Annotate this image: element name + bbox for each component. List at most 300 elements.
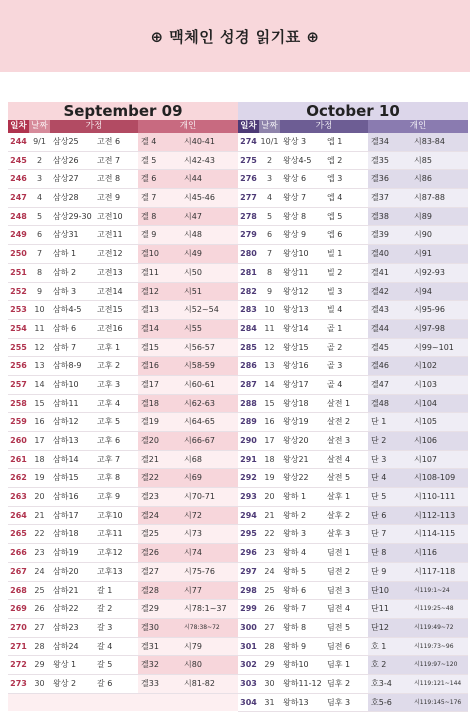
family-reading-2: 고전 6 (97, 137, 121, 146)
family-reading-1: 삼하11 (53, 398, 79, 408)
reading-table-october (238, 133, 468, 712)
personal-reading-2: 시62-63 (181, 395, 238, 413)
day-number: 266 (10, 548, 27, 558)
personal-reading-2: 시80 (181, 656, 238, 674)
date: 10 (264, 305, 275, 315)
personal-reading-1: 겔18 (138, 395, 181, 413)
personal-reading-1: 겔35 (368, 152, 411, 170)
table-row (8, 525, 238, 544)
personal-reading-2: 시108-109 (411, 469, 468, 487)
table-row (8, 376, 238, 395)
family-reading-1: 삼하 6 (53, 323, 77, 333)
day-number: 264 (10, 510, 27, 520)
reading-table-september (8, 133, 238, 711)
family-reading-1: 왕상11 (283, 267, 309, 277)
day-number: 274 (240, 137, 257, 146)
family-reading-1: 왕상13 (283, 305, 309, 315)
table-row (8, 189, 238, 208)
personal-reading-1: 겔48 (368, 395, 411, 413)
family-reading-2: 갈 4 (97, 641, 113, 651)
table-row (238, 339, 468, 358)
date: 14 (34, 379, 45, 389)
date: 25 (34, 585, 45, 595)
family-reading-2: 딤전 3 (327, 585, 351, 595)
personal-reading-2: 시112-113 (411, 507, 468, 525)
table-row (8, 133, 238, 152)
day-number: 246 (10, 174, 27, 184)
personal-reading-1: 겔44 (368, 320, 411, 338)
family-reading-1: 삼하19 (53, 548, 79, 558)
personal-reading-1: 겔17 (138, 376, 181, 394)
family-reading-1: 삼하24 (53, 641, 79, 651)
personal-reading-2: 시72 (181, 507, 238, 525)
day-number: 304 (240, 697, 257, 707)
personal-reading-1: 단 2 (368, 432, 411, 450)
personal-reading-2: 시78:38~72 (181, 619, 238, 637)
personal-reading-1: 겔31 (138, 638, 181, 656)
personal-reading-1: 겔39 (368, 226, 411, 244)
date: 11 (34, 323, 45, 333)
table-row (238, 208, 468, 227)
date: 3 (266, 174, 273, 184)
personal-reading-2: 시74 (181, 544, 238, 562)
personal-reading-1: 겔43 (368, 301, 411, 319)
family-reading-2: 살후 1 (327, 492, 351, 502)
family-reading-2: 고전16 (97, 323, 123, 333)
personal-reading-1: 겔36 (368, 170, 411, 188)
personal-reading-1: 겔 6 (138, 170, 181, 188)
day-number: 297 (240, 566, 257, 576)
table-row (238, 694, 468, 712)
personal-reading-1: 겔22 (138, 469, 181, 487)
table-row (238, 283, 468, 302)
personal-reading-2: 시58-59 (181, 357, 238, 375)
family-reading-2: 딤전 2 (327, 566, 351, 576)
day-number: 260 (10, 436, 27, 445)
day-number: 257 (10, 379, 27, 389)
date: 17 (264, 436, 275, 445)
family-reading-1: 왕상 1 (53, 660, 77, 670)
family-reading-2: 고전11 (97, 230, 123, 240)
family-reading-2: 고후 6 (97, 436, 121, 445)
personal-reading-1: 겔 9 (138, 226, 181, 244)
personal-reading-2: 시77 (181, 582, 238, 600)
family-reading-1: 왕하 4 (283, 548, 307, 558)
personal-reading-2: 시40-41 (181, 133, 238, 151)
date: 9/1 (33, 137, 46, 146)
personal-reading-1: 단 1 (368, 413, 411, 431)
personal-reading-1: 겔 7 (138, 189, 181, 207)
personal-reading-2: 시75-76 (181, 563, 238, 581)
date: 8 (266, 267, 273, 277)
personal-reading-1: 단11 (368, 600, 411, 618)
family-reading-2: 고전 9 (97, 193, 121, 203)
day-number: 255 (10, 342, 27, 352)
month-title-september: September 09 (8, 102, 238, 120)
personal-reading-2: 시60-61 (181, 376, 238, 394)
day-number: 251 (10, 267, 27, 277)
family-reading-1: 왕상22 (283, 473, 309, 483)
personal-reading-2: 시81-82 (181, 675, 238, 693)
personal-reading-1: 단 4 (368, 469, 411, 487)
family-reading-1: 삼하22 (53, 604, 79, 614)
table-row (8, 320, 238, 339)
day-number: 254 (10, 323, 27, 333)
table-row (238, 619, 468, 638)
date: 22 (34, 529, 45, 539)
personal-reading-1: 겔11 (138, 264, 181, 282)
header-day-number: 일차 (238, 120, 259, 133)
family-reading-2: 고전15 (97, 305, 123, 315)
family-reading-1: 삼하15 (53, 473, 79, 483)
family-reading-1: 삼하23 (53, 622, 79, 632)
family-reading-1: 왕상14 (283, 323, 309, 333)
personal-reading-1: 겔16 (138, 357, 181, 375)
table-row (8, 582, 238, 601)
table-row (238, 245, 468, 264)
page-title: ⊕ 맥체인 성경 읽기표 ⊕ (150, 27, 320, 46)
day-number: 303 (240, 678, 257, 688)
personal-reading-1: 겔30 (138, 619, 181, 637)
family-reading-1: 삼하8-9 (53, 361, 82, 371)
personal-reading-2: 시119:145~176 (411, 694, 468, 712)
family-reading-1: 왕상21 (283, 454, 309, 464)
family-reading-2: 엡 6 (327, 230, 343, 240)
personal-reading-2: 시114-115 (411, 525, 468, 543)
personal-reading-2: 시86 (411, 170, 468, 188)
family-reading-2: 엡 3 (327, 174, 343, 184)
date: 24 (264, 566, 275, 576)
family-reading-1: 왕상20 (283, 436, 309, 445)
family-reading-2: 딤전 6 (327, 641, 351, 651)
personal-reading-1: 호 2 (368, 656, 411, 674)
family-reading-1: 왕하 7 (283, 604, 307, 614)
family-reading-1: 왕상 7 (283, 193, 307, 203)
personal-reading-2: 시119:25~48 (411, 600, 468, 618)
table-row (238, 432, 468, 451)
day-number: 291 (240, 454, 257, 464)
personal-reading-1: 단 6 (368, 507, 411, 525)
day-number: 258 (10, 398, 27, 408)
day-number: 268 (10, 585, 27, 595)
table-row (238, 152, 468, 171)
date: 4 (266, 193, 273, 203)
day-number: 272 (10, 660, 27, 670)
day-number: 273 (10, 678, 27, 688)
day-number: 283 (240, 305, 257, 315)
table-row (238, 451, 468, 470)
date: 16 (264, 417, 275, 427)
personal-reading-2: 시70-71 (181, 488, 238, 506)
date: 14 (264, 379, 275, 389)
personal-reading-2: 시64-65 (181, 413, 238, 431)
personal-reading-1: 겔38 (368, 208, 411, 226)
personal-reading-1: 겔25 (138, 525, 181, 543)
day-number: 248 (10, 211, 27, 221)
family-reading-2: 골 1 (327, 323, 343, 333)
personal-reading-1: 겔 5 (138, 152, 181, 170)
family-reading-1: 삼하17 (53, 510, 79, 520)
date: 21 (34, 510, 45, 520)
personal-reading-2: 시95-96 (411, 301, 468, 319)
day-number: 247 (10, 193, 27, 203)
personal-reading-2: 시45-46 (181, 189, 238, 207)
family-reading-1: 왕상 8 (283, 211, 307, 221)
family-reading-2: 갈 1 (97, 585, 113, 595)
september-panel (8, 102, 238, 711)
personal-reading-1: 겔28 (138, 582, 181, 600)
family-reading-1: 왕상4-5 (283, 155, 312, 165)
table-row (8, 264, 238, 283)
family-reading-2: 빌 1 (327, 249, 343, 259)
personal-reading-2: 시85 (411, 152, 468, 170)
personal-reading-2: 시50 (181, 264, 238, 282)
table-row (8, 544, 238, 563)
day-number: 288 (240, 398, 257, 408)
date: 30 (264, 678, 275, 688)
table-row (8, 451, 238, 470)
personal-reading-2: 시94 (411, 283, 468, 301)
family-reading-2: 딤후 2 (327, 678, 351, 688)
table-row (8, 339, 238, 358)
table-row (8, 432, 238, 451)
table-row (8, 283, 238, 302)
personal-reading-1: 단 3 (368, 451, 411, 469)
personal-reading-2: 시87-88 (411, 189, 468, 207)
date: 23 (34, 548, 45, 558)
table-row (8, 301, 238, 320)
header-family: 가정 (50, 120, 138, 133)
date: 26 (264, 604, 275, 614)
day-number: 289 (240, 417, 257, 427)
personal-reading-1: 겔33 (138, 675, 181, 693)
day-number: 271 (10, 641, 27, 651)
family-reading-2: 살전 2 (327, 417, 351, 427)
personal-reading-1: 겔19 (138, 413, 181, 431)
personal-reading-2: 시105 (411, 413, 468, 431)
date: 31 (264, 697, 275, 707)
day-number: 287 (240, 379, 257, 389)
family-reading-2: 고후 1 (97, 342, 121, 352)
day-number: 244 (10, 137, 27, 146)
family-reading-1: 삼상29-30 (53, 211, 92, 221)
month-title-october: October 10 (238, 102, 468, 120)
personal-reading-1: 겔47 (368, 376, 411, 394)
family-reading-1: 삼하 7 (53, 342, 77, 352)
date: 18 (34, 454, 45, 464)
family-reading-2: 빌 4 (327, 305, 343, 315)
date: 7 (266, 249, 273, 259)
personal-reading-1: 겔15 (138, 339, 181, 357)
personal-reading-2: 시92-93 (411, 264, 468, 282)
table-row (8, 152, 238, 171)
date: 10 (34, 305, 45, 315)
family-reading-1: 왕하10 (283, 660, 309, 670)
table-row (8, 638, 238, 657)
family-reading-1: 삼하18 (53, 529, 79, 539)
table-row (238, 413, 468, 432)
personal-reading-1: 겔23 (138, 488, 181, 506)
personal-reading-2: 시89 (411, 208, 468, 226)
table-row (238, 488, 468, 507)
family-reading-1: 왕상19 (283, 417, 309, 427)
table-row (238, 469, 468, 488)
table-row (8, 208, 238, 227)
family-reading-1: 삼하16 (53, 492, 79, 502)
personal-reading-2: 시52~54 (181, 301, 238, 319)
table-row (238, 264, 468, 283)
date: 29 (34, 660, 45, 670)
day-number: 278 (240, 211, 257, 221)
family-reading-1: 왕상16 (283, 361, 309, 371)
family-reading-2: 고후 5 (97, 417, 121, 427)
family-reading-1: 삼하12 (53, 417, 79, 427)
table-header (8, 120, 238, 133)
personal-reading-2: 시102 (411, 357, 468, 375)
family-reading-1: 왕상12 (283, 286, 309, 296)
family-reading-1: 왕상15 (283, 342, 309, 352)
personal-reading-1: 겔41 (368, 264, 411, 282)
table-row (238, 525, 468, 544)
day-number: 276 (240, 174, 257, 184)
day-number: 275 (240, 155, 257, 165)
date: 13 (34, 361, 45, 371)
family-reading-2: 엡 5 (327, 211, 343, 221)
personal-reading-2: 시119:97~120 (411, 656, 468, 674)
table-row (238, 301, 468, 320)
october-panel (238, 102, 468, 712)
date: 12 (34, 342, 45, 352)
table-row (8, 245, 238, 264)
family-reading-1: 삼상28 (53, 193, 79, 203)
date: 23 (264, 548, 275, 558)
personal-reading-1: 겔40 (368, 245, 411, 263)
family-reading-1: 왕상 2 (53, 678, 77, 688)
family-reading-2: 고후10 (97, 510, 123, 520)
day-number: 245 (10, 155, 27, 165)
family-reading-1: 삼하 3 (53, 286, 77, 296)
family-reading-2: 살전 4 (327, 454, 351, 464)
family-reading-2: 고전10 (97, 211, 123, 221)
family-reading-2: 고후13 (97, 566, 123, 576)
family-reading-1: 왕하 2 (283, 510, 307, 520)
day-number: 281 (240, 267, 257, 277)
date: 17 (34, 436, 45, 445)
family-reading-2: 빌 2 (327, 267, 343, 277)
day-number: 280 (240, 249, 257, 259)
family-reading-2: 고후 8 (97, 473, 121, 483)
table-row (238, 656, 468, 675)
day-number: 261 (10, 454, 27, 464)
day-number: 284 (240, 323, 257, 333)
personal-reading-2: 시78:1~37 (181, 600, 238, 618)
family-reading-2: 딤전 4 (327, 604, 351, 614)
family-reading-2: 고전 7 (97, 155, 121, 165)
family-reading-1: 왕하 9 (283, 641, 307, 651)
table-row (238, 563, 468, 582)
personal-reading-2: 시68 (181, 451, 238, 469)
day-number: 292 (240, 473, 257, 483)
family-reading-2: 고후 3 (97, 379, 121, 389)
page-header (0, 0, 470, 72)
family-reading-2: 갈 5 (97, 660, 113, 670)
family-reading-2: 살전 1 (327, 398, 351, 408)
personal-reading-1: 겔32 (138, 656, 181, 674)
family-reading-1: 삼하4-5 (53, 305, 82, 315)
date: 2 (36, 155, 43, 165)
date: 6 (36, 230, 43, 240)
table-row (238, 582, 468, 601)
family-reading-2: 골 2 (327, 342, 343, 352)
table-row (8, 656, 238, 675)
family-reading-2: 살후 2 (327, 510, 351, 520)
table-row (8, 563, 238, 582)
personal-reading-1: 호3-4 (368, 675, 411, 693)
personal-reading-1: 겔14 (138, 320, 181, 338)
personal-reading-2: 시110-111 (411, 488, 468, 506)
table-header (238, 120, 468, 133)
table-row (8, 469, 238, 488)
empty-row (8, 694, 238, 712)
day-number: 300 (240, 622, 257, 632)
date: 9 (36, 286, 43, 296)
personal-reading-1: 단 5 (368, 488, 411, 506)
table-row (8, 600, 238, 619)
date: 29 (264, 660, 275, 670)
family-reading-2: 고전13 (97, 267, 123, 277)
day-number: 270 (10, 622, 27, 632)
table-row (8, 413, 238, 432)
day-number: 294 (240, 510, 257, 520)
personal-reading-2: 시119:1~24 (411, 582, 468, 600)
day-number: 298 (240, 585, 257, 595)
table-row (8, 675, 238, 694)
table-row (8, 226, 238, 245)
personal-reading-2: 시66-67 (181, 432, 238, 450)
date: 13 (264, 361, 275, 371)
personal-reading-1: 겔26 (138, 544, 181, 562)
day-number: 290 (240, 436, 257, 445)
day-number: 256 (10, 361, 27, 371)
personal-reading-1: 겔34 (368, 133, 411, 151)
day-number: 293 (240, 492, 257, 502)
personal-reading-2: 시48 (181, 226, 238, 244)
personal-reading-1: 겔27 (138, 563, 181, 581)
day-number: 265 (10, 529, 27, 539)
personal-reading-1: 겔20 (138, 432, 181, 450)
date: 6 (266, 230, 273, 240)
personal-reading-2: 시106 (411, 432, 468, 450)
personal-reading-1: 단 8 (368, 544, 411, 562)
day-number: 263 (10, 492, 27, 502)
date: 20 (264, 492, 275, 502)
date: 22 (264, 529, 275, 539)
personal-reading-2: 시119:49~72 (411, 619, 468, 637)
family-reading-2: 고후 4 (97, 398, 121, 408)
header-personal: 개인 (368, 120, 468, 133)
personal-reading-2: 시99~101 (411, 339, 468, 357)
family-reading-1: 삼상26 (53, 155, 79, 165)
family-reading-1: 삼하 1 (53, 249, 77, 259)
date: 12 (264, 342, 275, 352)
family-reading-2: 딤전 1 (327, 548, 351, 558)
header-date: 날짜 (259, 120, 280, 133)
personal-reading-1: 겔46 (368, 357, 411, 375)
family-reading-1: 삼하14 (53, 454, 79, 464)
date: 9 (266, 286, 273, 296)
personal-reading-2: 시97-98 (411, 320, 468, 338)
personal-reading-2: 시51 (181, 283, 238, 301)
